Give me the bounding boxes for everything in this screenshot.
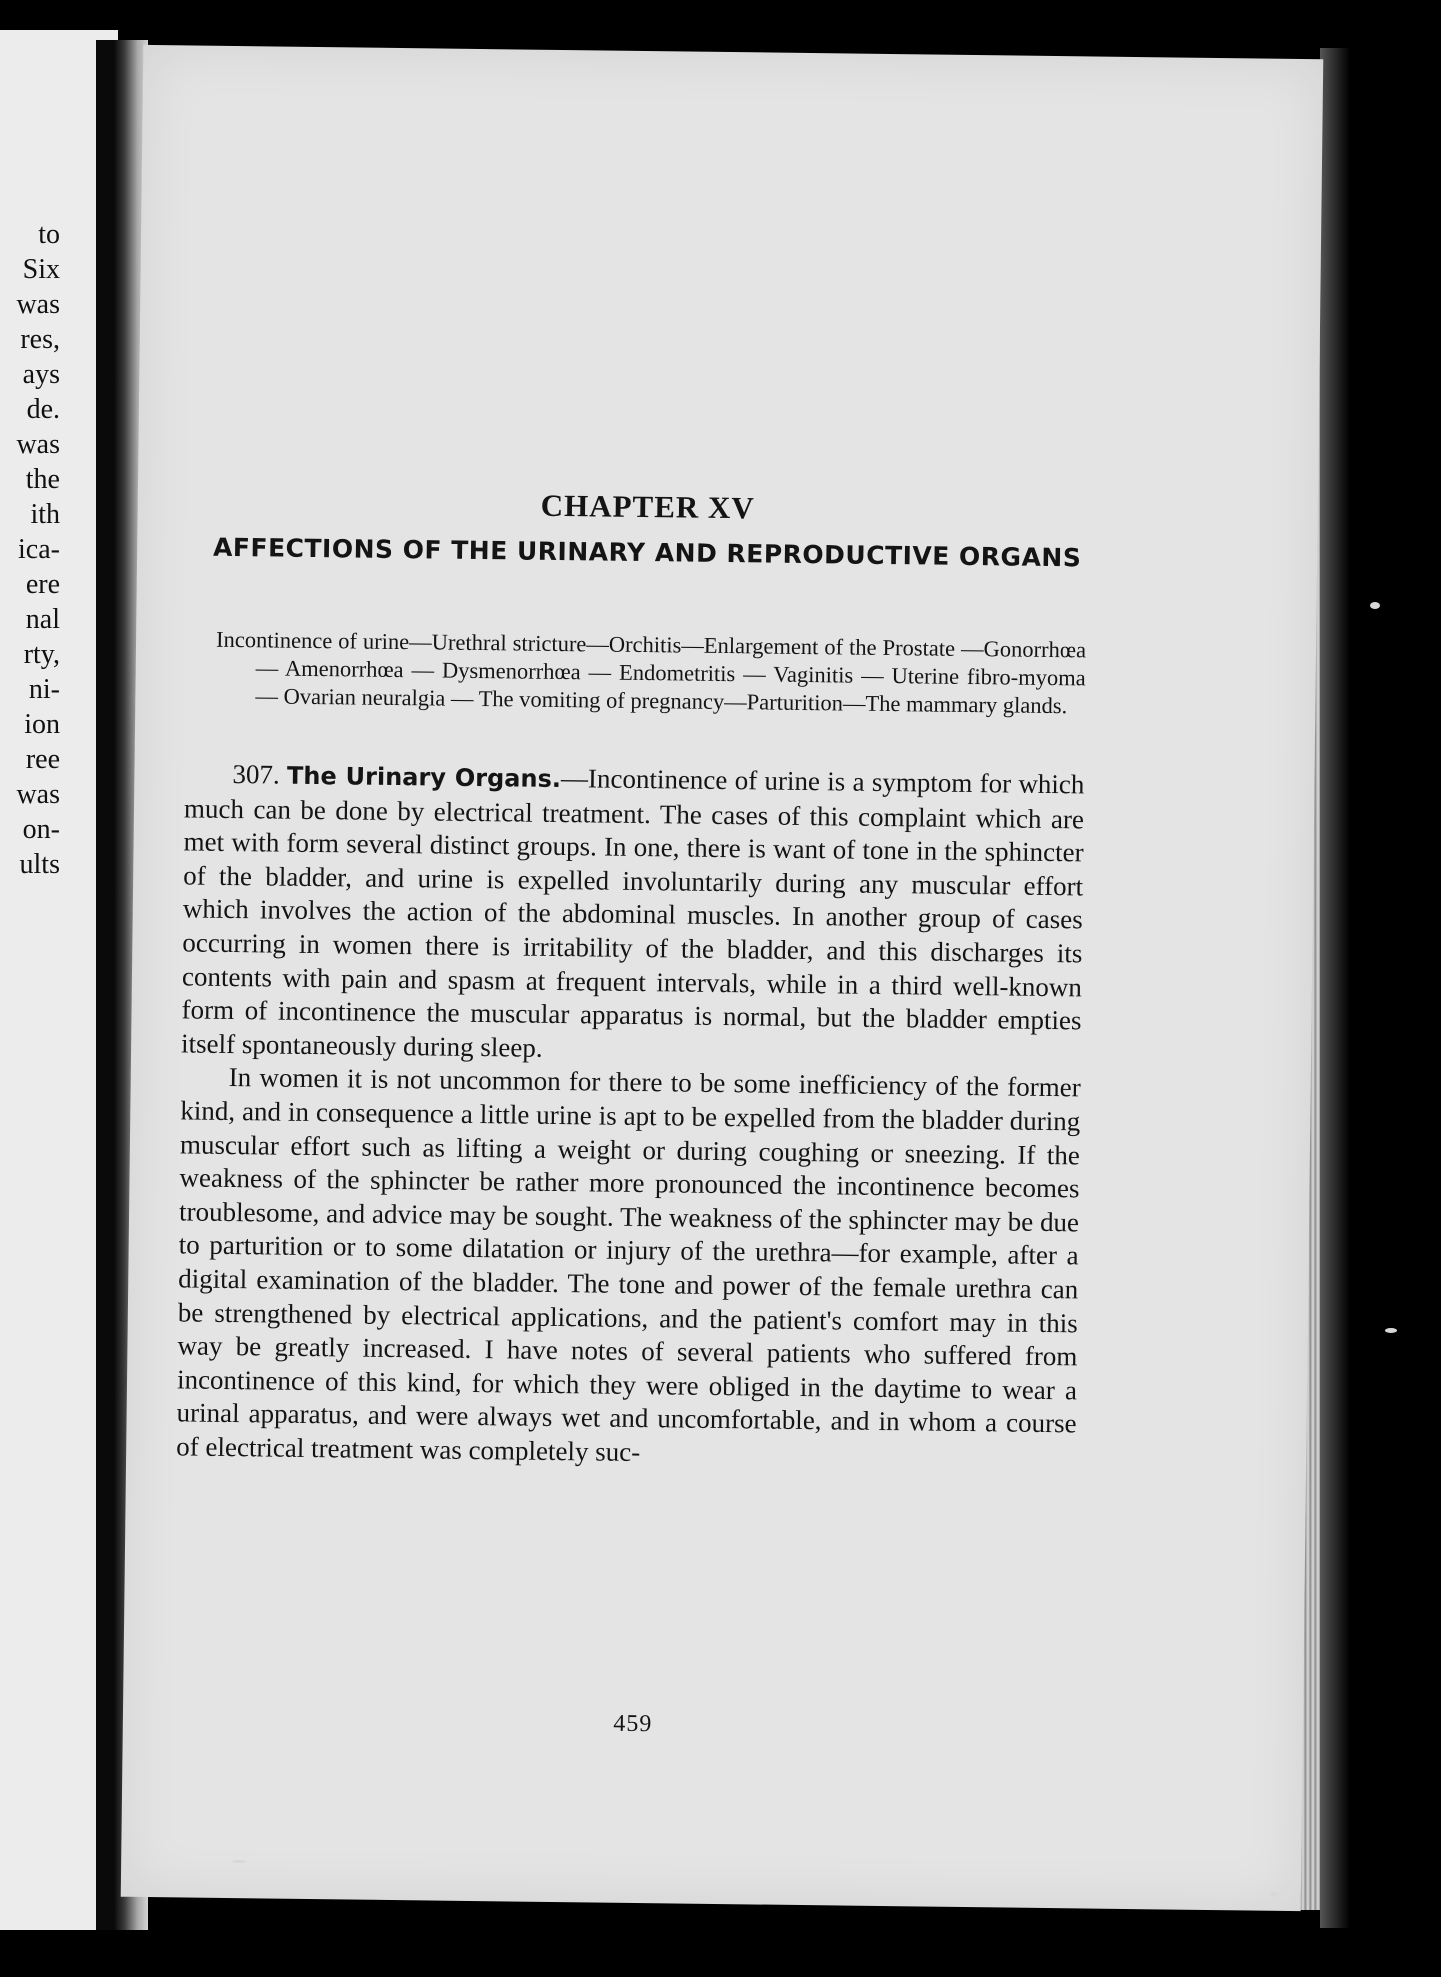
page-text-block <box>176 45 1113 1738</box>
left-page-line: ica- <box>18 534 60 565</box>
left-page-line: de. <box>26 394 60 425</box>
left-page-line: to <box>38 219 60 250</box>
page-number: 459 <box>613 1710 653 1738</box>
paragraph-1-text: —Incontinence of urine is a symptom for which much can be done by electrical treatment. The cases of this complaint which are met with form several distinct groups. In one, there is want of tone in the sphincter of the bladder, and urine is expelled involuntarily during any muscular effort which involves the action of the abdominal muscles. In another group of cases occurring in women there is irritability of the bladder, and this discharges its contents with pain and spasm at frequent intervals, while in a third well-known form of incontinence the muscular apparatus is normal, but the bladder empties itself spontaneously during sleep. <box>180 763 1085 1063</box>
left-page-line: ith <box>30 499 60 530</box>
section-number: 307. <box>232 759 280 790</box>
left-page-line: was <box>16 289 60 320</box>
dust-speck <box>232 1860 246 1863</box>
left-page-line: nal <box>25 604 60 635</box>
left-page-line: ays <box>22 359 60 390</box>
paragraph-1 <box>181 757 1085 1071</box>
left-page-line: res, <box>20 324 60 355</box>
book-cover-edge <box>1320 48 1350 1928</box>
section-heading: The Urinary Organs. <box>286 761 562 794</box>
left-page-line: was <box>16 779 60 810</box>
dust-speck <box>1370 602 1380 609</box>
left-page-line: ere <box>25 569 60 600</box>
left-page-line: ni- <box>28 674 60 705</box>
left-page-line: ion <box>24 709 60 740</box>
chapter-number: CHAPTER XV <box>540 487 756 526</box>
dust-speck <box>1270 1892 1278 1896</box>
left-page-line: was <box>16 429 60 460</box>
paragraph-2: In women it is not uncommon for there to be some inefficiency of the former kind, and in consequence a little urine is apt to be expelled from the bladder during muscular effort such as lifting a weight or during coughing or sneezing. If the weakness of the sphincter be rather more pronounced the incontinence becomes troublesome, and advice may be sought. The weakness of the sphincter may be due to parturition or to some dilatation or injury of the urethra—for example, after a digital examination of the bladder. The tone and power of the female urethra can be strengthened by electrical applications, and the patient's comfort may in this way be greatly increased. I have notes of several patients who suffered from incontinence of this kind, for which they were obliged in the daytime to wear a urinal apparatus, and were always wet and uncomfortable, and in whom a course of electrical treatment was completely suc- <box>176 1062 1081 1467</box>
chapter-synopsis: Incontinence of urine—Urethral stricture—Orchitis—Enlargement of the Prostate —Gonorrhœa — Amenorrhœa — Dysmenorrhœa — Endometritis — Vaginitis — Uterine fibro-myoma — Ovarian neuralgia — The vomiting of pregnancy—Parturition—The mammary glands. <box>215 626 1087 719</box>
left-page-line: the <box>25 464 60 495</box>
body-text <box>176 757 1085 1474</box>
left-page-line: Six <box>22 254 60 285</box>
right-page <box>121 45 1324 1911</box>
chapter-title: AFFECTIONS OF THE URINARY AND REPRODUCTIVE ORGANS <box>212 532 1082 573</box>
left-page-line: ree <box>25 744 60 775</box>
left-page-line: rty, <box>23 639 60 670</box>
left-page-line: ults <box>19 849 60 880</box>
dust-speck <box>1385 1328 1397 1333</box>
left-page-line: on- <box>22 814 60 845</box>
